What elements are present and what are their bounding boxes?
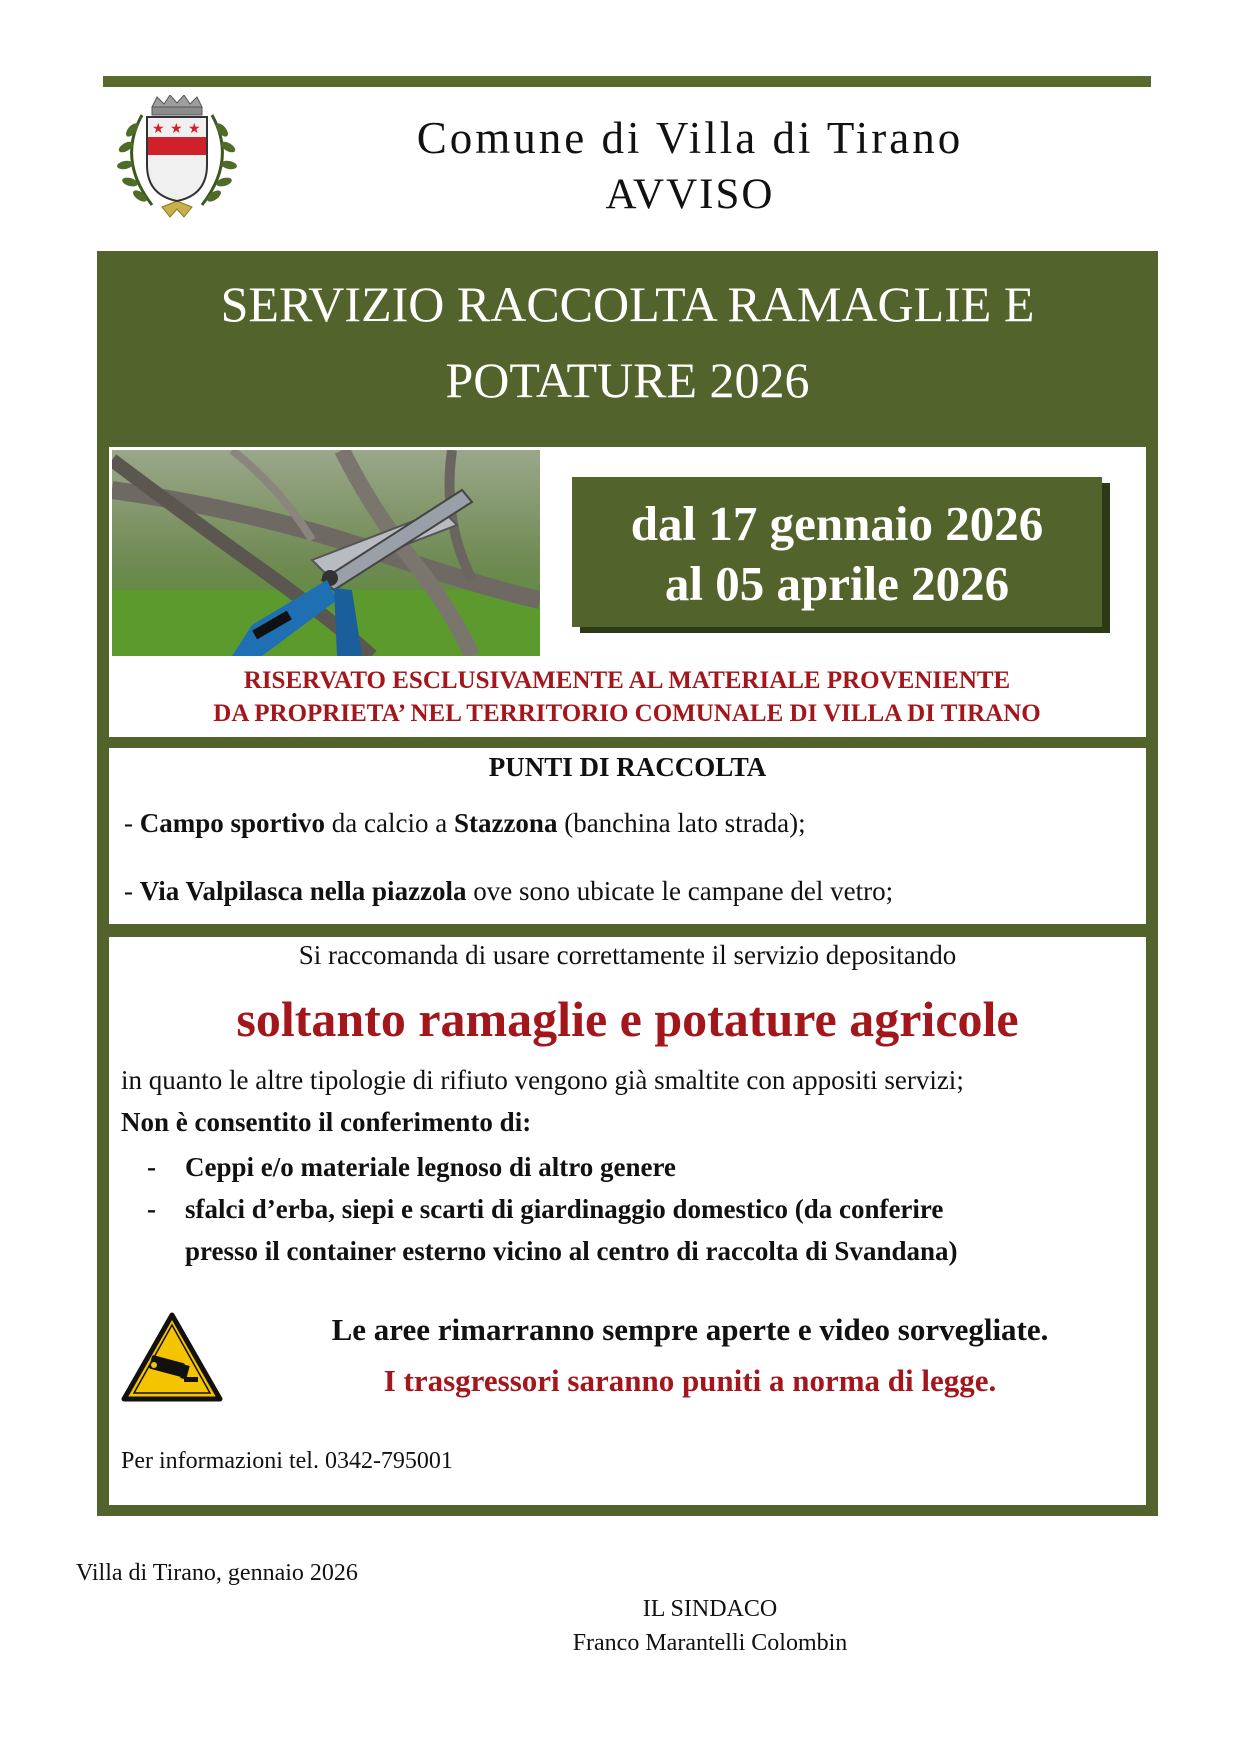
svg-text:★: ★ bbox=[170, 121, 183, 137]
signer-name: Franco Marantelli Colombin bbox=[572, 1630, 848, 1656]
not-allowed-text: Ceppi e/o materiale legnoso di altro genere bbox=[185, 1152, 676, 1182]
item-village: Stazzona bbox=[453, 808, 558, 838]
item-prefix: - bbox=[124, 876, 140, 906]
list-dash: - bbox=[147, 1194, 156, 1224]
reserved-notice bbox=[112, 664, 1142, 730]
top-rule bbox=[103, 76, 1151, 87]
item-location: Campo sportivo bbox=[139, 808, 326, 838]
date-to: al 05 aprile 2026 bbox=[664, 556, 1010, 611]
cctv-warning-icon bbox=[120, 1311, 224, 1404]
item-prefix: - bbox=[124, 808, 140, 838]
collection-points-title: PUNTI DI RACCOLTA bbox=[488, 752, 767, 782]
allowed-material-heading: soltanto ramaglie e potature agricole bbox=[236, 991, 1019, 1047]
notice-title: AVVISO bbox=[605, 171, 775, 218]
svg-text:★: ★ bbox=[152, 121, 165, 137]
not-allowed-item bbox=[147, 1194, 1137, 1225]
place-date: Villa di Tirano, gennaio 2026 bbox=[76, 1560, 358, 1586]
svg-text:★: ★ bbox=[188, 121, 201, 137]
list-dash: - bbox=[147, 1152, 156, 1182]
banner-line-2: POTATURE 2026 bbox=[445, 352, 810, 408]
collection-point-item bbox=[124, 876, 893, 907]
municipality-title: Comune di Villa di Tirano bbox=[416, 113, 964, 163]
signer-role: IL SINDACO bbox=[642, 1596, 778, 1622]
penalty-notice: I trasgressori saranno puniti a norma di legge. bbox=[383, 1363, 997, 1398]
not-allowed-text: sfalci d’erba, siepi e scarti di giardinaggio domestico (da conferire bbox=[185, 1194, 944, 1224]
item-location: Via Valpilasca nella piazzola bbox=[139, 876, 467, 906]
item-detail: (banchina lato strada); bbox=[557, 808, 806, 838]
not-allowed-item bbox=[147, 1152, 676, 1183]
service-dates-box bbox=[572, 477, 1102, 627]
reserved-line-1: RISERVATO ESCLUSIVAMENTE AL MATERIALE PROVENIENTE bbox=[243, 667, 1011, 694]
recommendation-intro: Si raccomanda di usare correttamente il servizio depositando bbox=[298, 940, 957, 970]
surveillance-notice: Le aree rimarranno sempre aperte e video sorvegliate. bbox=[331, 1312, 1049, 1347]
reserved-line-2: DA PROPRIETA’ NEL TERRITORIO COMUNALE DI VILLA DI TIRANO bbox=[213, 700, 1041, 727]
pruning-shears-photo bbox=[112, 450, 540, 656]
not-allowed-item-continuation: presso il container esterno vicino al centro di raccolta di Svandana) bbox=[185, 1236, 958, 1266]
signature-block bbox=[520, 1592, 900, 1660]
banner-line-1: SERVIZIO RACCOLTA RAMAGLIE E bbox=[220, 276, 1035, 332]
date-from: dal 17 gennaio 2026 bbox=[630, 496, 1044, 551]
reason-text: in quanto le altre tipologie di rifiuto vengono già smaltite con appositi servizi; bbox=[121, 1065, 964, 1095]
municipal-crest-icon bbox=[112, 95, 242, 225]
item-text: ove sono ubicate le campane del vetro; bbox=[466, 876, 894, 906]
not-allowed-title: Non è consentito il conferimento di: bbox=[121, 1107, 532, 1137]
info-phone: Per informazioni tel. 0342-795001 bbox=[121, 1448, 453, 1474]
item-text: da calcio a bbox=[325, 808, 454, 838]
collection-point-item bbox=[124, 808, 806, 839]
service-banner-title bbox=[110, 266, 1145, 418]
